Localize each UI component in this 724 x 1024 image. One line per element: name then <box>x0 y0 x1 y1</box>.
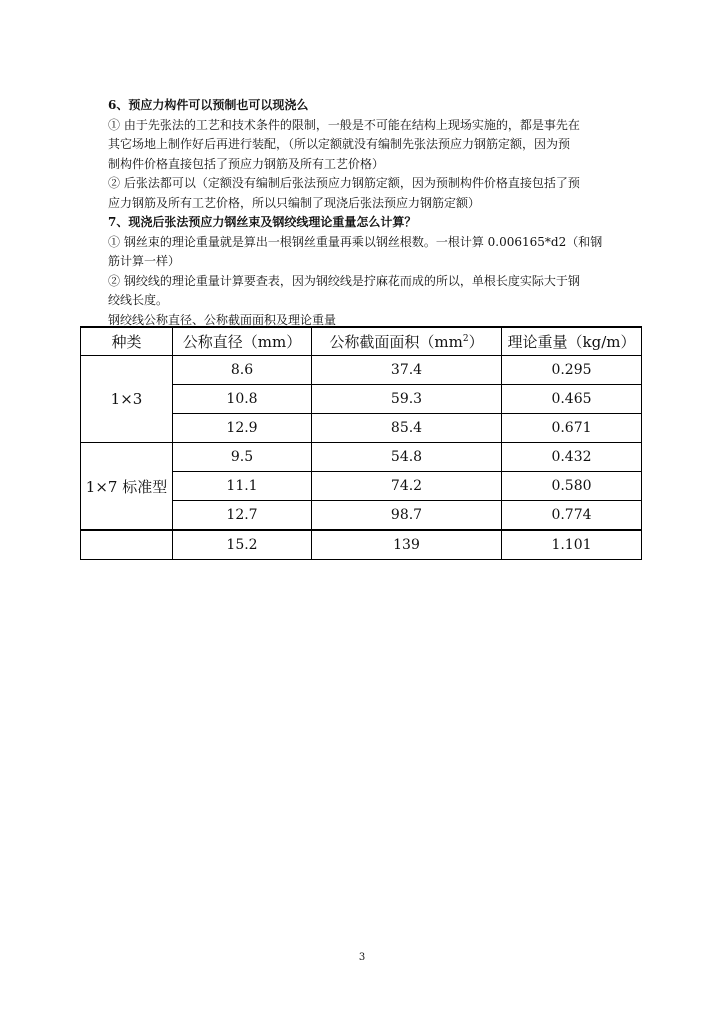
q7-paragraph-2-line-1: ② 钢绞线的理论重量计算要查表，因为钢绞线是拧麻花而成的所以，单根长度实际大于钢 <box>108 273 580 288</box>
weight-cell: 0.465 <box>502 385 642 414</box>
area-cell: 139 <box>312 530 502 560</box>
document-body <box>108 96 640 330</box>
weight-cell: 1.101 <box>502 530 642 560</box>
weight-cell: 0.671 <box>502 414 642 443</box>
header-diameter: 公称直径（mm） <box>173 327 312 356</box>
kind-cell-1x3: 1×3 <box>81 356 173 443</box>
table-header-row <box>81 327 642 356</box>
diameter-cell: 8.6 <box>173 356 312 385</box>
header-weight: 理论重量（kg/m） <box>502 327 642 356</box>
area-cell: 37.4 <box>312 356 502 385</box>
diameter-cell: 12.9 <box>173 414 312 443</box>
weight-cell: 0.295 <box>502 356 642 385</box>
page-number: 3 <box>358 952 366 963</box>
weight-cell: 0.432 <box>502 443 642 472</box>
area-cell: 74.2 <box>312 472 502 501</box>
area-cell: 98.7 <box>312 501 502 531</box>
table-row <box>81 356 642 385</box>
q7-paragraph-1-line-1: ① 钢丝束的理论重量就是算出一根钢丝重量再乘以钢丝根数。一根计算 0.006165*d2（和钢 <box>108 234 603 249</box>
table-row <box>81 443 642 472</box>
diameter-cell: 10.8 <box>173 385 312 414</box>
header-kind: 种类 <box>81 327 173 356</box>
q6-paragraph-1-line-2: 其它场地上制作好后再进行装配，（所以定额就没有编制先张法预应力钢筋定额，因为预 <box>108 137 571 151</box>
weight-cell: 0.774 <box>502 501 642 531</box>
q6-paragraph-1-line-1: ① 由于先张法的工艺和技术条件的限制，一般是不可能在结构上现场实施的，都是事先在 <box>108 117 580 132</box>
diameter-cell: 11.1 <box>173 472 312 501</box>
header-area: 公称截面面积$(mm^2)$ <box>312 327 502 356</box>
q7-paragraph-1-line-2: 筋计算一样） <box>108 254 181 268</box>
diameter-cell: 9.5 <box>173 443 312 472</box>
table-caption: 钢绞线公称直径、公称截面面积及理论重量 <box>108 312 337 327</box>
weight-cell: 0.580 <box>502 472 642 501</box>
kind-cell-1x7: 1×7 标准型 <box>81 443 173 531</box>
area-cell: 54.8 <box>312 443 502 472</box>
question-7-heading: 7、现浇后张法预应力钢丝束及钢绞线理论重量怎么计算？ <box>108 215 417 229</box>
area-cell: 59.3 <box>312 385 502 414</box>
question-6-heading: 6、预应力构件可以预制也可以现浇么 <box>108 98 309 112</box>
diameter-cell: 15.2 <box>173 530 312 560</box>
q6-paragraph-1-line-3: 制构件价格直接包括了预应力钢筋及所有工艺价格） <box>108 156 385 171</box>
table-row <box>81 530 642 560</box>
q6-paragraph-2-line-1: ② 后张法都可以（定额没有编制后张法预应力钢筋定额，因为预制构件价格直接包括了预 <box>108 176 580 190</box>
q6-paragraph-2-line-2: 应力钢筋及所有工艺价格，所以只编制了现浇后张法预应力钢筋定额） <box>108 195 481 210</box>
area-cell: 85.4 <box>312 414 502 443</box>
strand-spec-table <box>80 326 642 560</box>
kind-cell-empty <box>81 530 173 560</box>
q7-paragraph-2-line-2: 绞线长度。 <box>108 293 169 307</box>
diameter-cell: 12.7 <box>173 501 312 531</box>
